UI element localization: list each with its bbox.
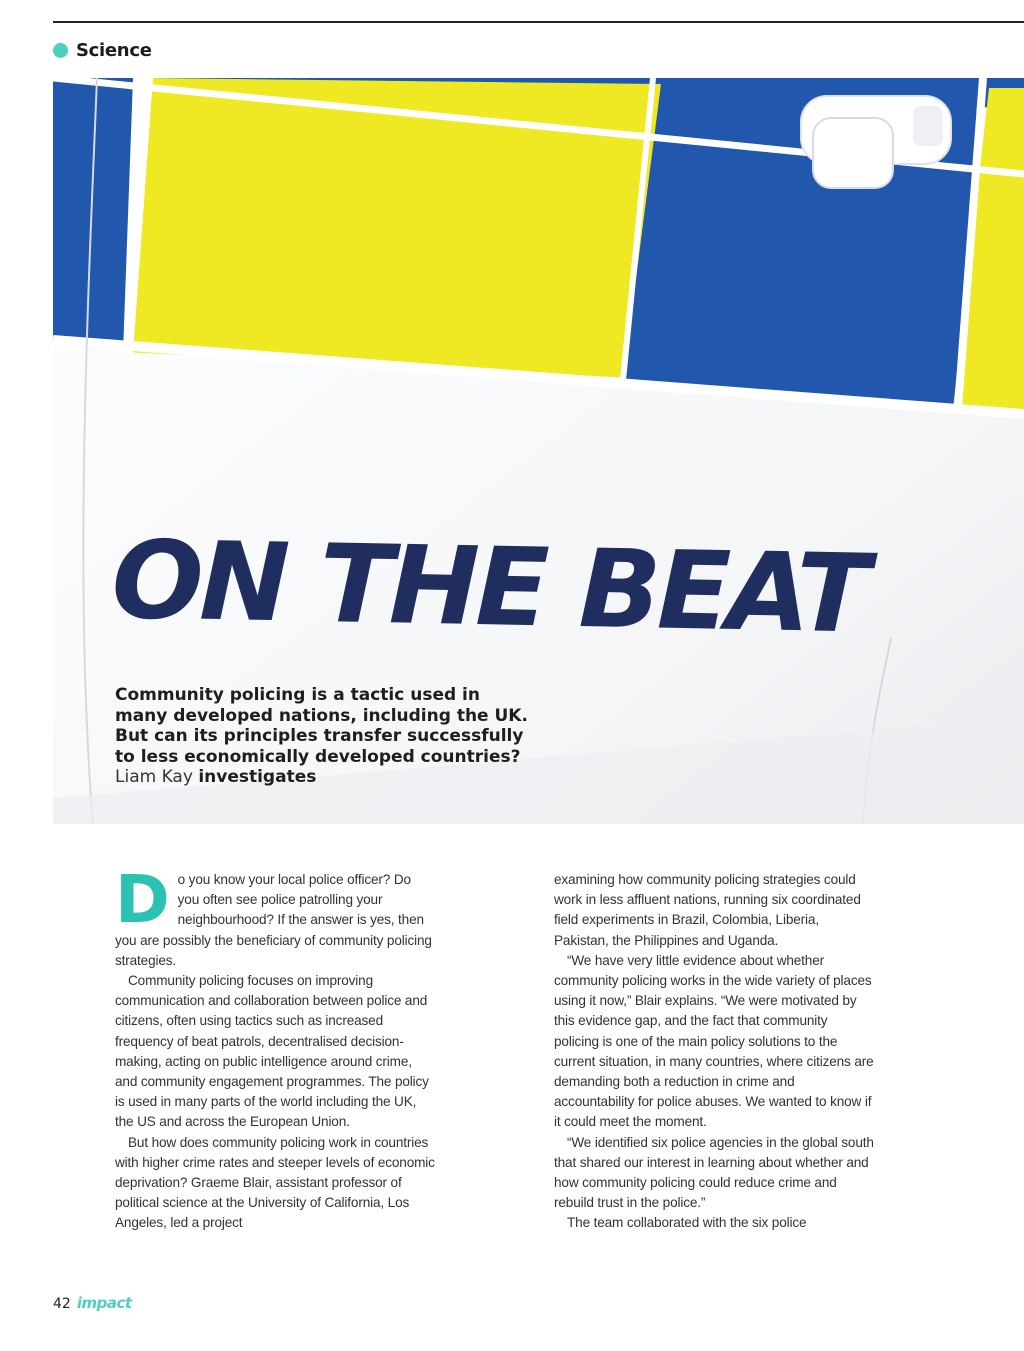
- page-number: 42: [53, 1296, 71, 1312]
- section-label: Science: [76, 40, 152, 61]
- paragraph: “We identified six police agencies in the global south that shared our interest in learning about whether and how community policing could reduce crime and rebuild trust in the police.”: [554, 1134, 874, 1211]
- magazine-brand: impact: [76, 1294, 132, 1312]
- section-tag: [53, 40, 152, 61]
- top-rule: [53, 21, 1024, 23]
- paragraph: examining how community policing strategies could work in less affluent nations, running six coordinated field experiments in Brazil, Colombia, Liberia, Pakistan, the Philippines and Uganda.: [554, 872, 861, 948]
- paragraph: o you know your local police officer? Do you often see police patrolling your neighbourhood? If the answer is yes, then you are possibly the beneficiary of community policing strategies.: [115, 872, 432, 968]
- byline-author: Liam Kay: [115, 767, 193, 787]
- page-footer: [53, 1294, 132, 1312]
- hero-image: [53, 78, 1024, 824]
- drop-cap: D: [115, 861, 170, 938]
- byline-verb: investigates: [198, 767, 317, 787]
- paragraph: But how does community policing work in countries with higher crime rates and steeper levels of economic deprivation? Graeme Blair, assistant professor of political science at the University of California, Los Angeles, led a project: [115, 1134, 435, 1231]
- standfirst: Community policing is a tactic used in many developed nations, including the UK. But can its principles transfer successfully to less economically developed countries?: [115, 685, 528, 767]
- article-title: ON THE BEAT: [110, 518, 868, 658]
- article-column-left: [115, 861, 435, 1234]
- article-column-right: [554, 870, 874, 1234]
- paragraph: “We have very little evidence about whether community policing works in the wide variety of places using it now,” Blair explains. “We were motivated by this evidence gap, and the fact that community policing is one of the main policy solutions to the current situation, in many countries, where citizens are demanding both a reduction in crime and accountability for police abuses. We wanted to know if it could meet the moment.: [554, 952, 874, 1130]
- paragraph: Community policing focuses on improving communication and collaboration between police and citizens, often using tactics such as increased frequency of beat patrols, decentralised decision-making, acting on public intelligence around crime, and community engagement programmes. The policy is used in many parts of the world including the UK, the US and across the European Union.: [115, 973, 429, 1130]
- paragraph: The team collaborated with the six police: [567, 1215, 807, 1231]
- section-dot-icon: [53, 43, 68, 58]
- byline: [115, 767, 316, 787]
